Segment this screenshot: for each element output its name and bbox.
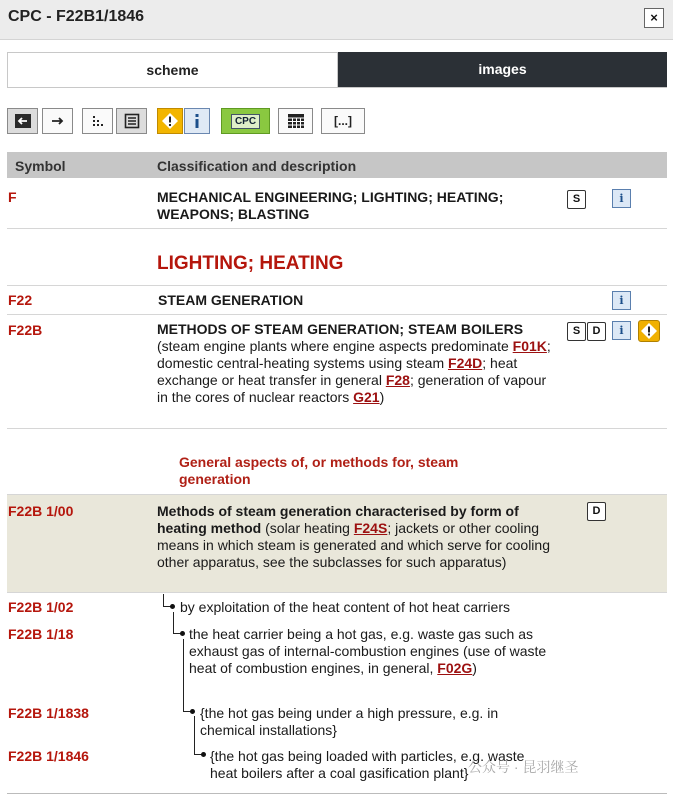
desc-f22b-1-02: by exploitation of the heat content of hot heat carriers [180,599,510,615]
back-button[interactable] [7,108,38,134]
tab-images[interactable]: images [338,52,667,87]
expand-icon [124,113,140,129]
tree-dot [170,604,175,609]
ref-link[interactable]: F24S [353,520,388,536]
table-icon [287,113,305,129]
info-icon [190,112,204,130]
expand-button[interactable] [116,108,147,134]
desc-f22b-1-1846: {the hot gas being loaded with particles, e.g. waste heat boilers after a coal gasification plant} [210,748,525,781]
d-icon[interactable]: D [587,502,606,521]
info-button[interactable] [184,108,210,134]
desc-f22b-1-18 [189,626,549,677]
symbol-column-header: Symbol [15,158,66,174]
symbol-f22b-1-1838[interactable]: F22B 1/1838 [8,705,89,721]
ref-link[interactable]: F01K [512,338,547,354]
s-icon[interactable]: S [567,190,586,209]
row-divider [7,228,667,229]
more-button[interactable] [321,108,365,134]
tree-dot [180,631,185,636]
description-column-header: Classification and description [157,158,357,174]
ref-link[interactable]: G21 [353,389,380,405]
ref-link[interactable]: F28 [385,372,410,388]
ref-link[interactable]: F24D [448,355,483,371]
warning-icon [161,112,179,130]
symbol-f22b[interactable]: F22B [8,322,43,338]
title-f22b-1-00: Methods of steam generation characterised by form of heating method [157,503,519,536]
row-divider [7,314,667,315]
desc-f22: STEAM GENERATION [158,292,304,308]
row-divider [7,285,667,286]
info-icon[interactable]: i [612,321,631,340]
more-label: [...] [334,114,352,128]
warning-button[interactable] [157,108,183,134]
text: ; heat exchange or heat transfer in general [157,355,518,388]
s-icon[interactable]: S [567,322,586,341]
tree-dot [201,752,206,757]
text: ) [379,389,385,405]
d-icon[interactable]: D [587,322,606,341]
text: ; domestic central-heating systems using steam [157,338,551,371]
text: (steam engine plants where engine aspects predominate [157,338,513,354]
warning-glyph-icon [639,321,659,341]
info-icon[interactable]: i [612,189,631,208]
desc-f22b-1-1838: {the hot gas being under a high pressure, e.g. in chemical installations} [200,705,499,738]
arrow-left-icon [14,113,32,129]
text: ) [472,660,477,676]
tree-connector [194,716,203,755]
text: (solar heating [261,520,354,536]
symbol-f22b-1-18[interactable]: F22B 1/18 [8,626,74,642]
bottom-divider [7,793,667,794]
symbol-f[interactable]: F [8,189,17,205]
symbol-f22b-1-1846[interactable]: F22B 1/1846 [8,748,89,764]
group-heading: General aspects of, or methods for, steam generation [179,454,459,487]
table-button[interactable] [278,108,313,134]
table-header [7,152,667,178]
info-icon[interactable]: i [612,291,631,310]
hierarchy-button[interactable] [82,108,113,134]
tree-connector [183,639,192,712]
section-heading: LIGHTING; HEATING [157,253,344,274]
symbol-f22b-1-02[interactable]: F22B 1/02 [8,599,74,615]
title-f22b: METHODS OF STEAM GENERATION; STEAM BOILERS [157,321,524,337]
forward-button[interactable] [42,108,73,134]
window-titlebar [0,0,673,40]
watermark: 公众号 · 昆羽继圣 [468,759,579,775]
arrow-right-icon [49,113,67,129]
warning-icon[interactable] [638,320,660,342]
desc-f: MECHANICAL ENGINEERING; LIGHTING; HEATING; WEAPONS; BLASTING [157,189,504,222]
text: ; generation of vapour in the cores of nuclear reactors [157,372,547,405]
symbol-f22b-1-00[interactable]: F22B 1/00 [8,503,74,519]
window-title: CPC - F22B1/1846 [8,8,145,25]
cpc-label: CPC [231,114,260,129]
text: ; jackets or other cooling means in which steam is generated and which serve for cooling other apparatus, see the subclasses for such apparatus) [157,520,550,570]
row-divider [7,428,667,429]
cpc-button[interactable] [221,108,270,134]
symbol-f22[interactable]: F22 [8,292,33,308]
tab-divider [7,87,667,88]
hierarchy-icon [90,114,106,128]
desc-f22b [157,321,552,406]
close-button[interactable]: × [644,8,664,28]
row-divider [7,494,667,495]
tree-dot [190,709,195,714]
text: the heat carrier being a hot gas, e.g. waste gas such as exhaust gas of internal-combustion engines (use of waste heat of combustion engines, in general, [189,626,547,676]
row-divider [7,592,667,593]
desc-f22b-1-00 [157,503,557,571]
tab-scheme[interactable]: scheme [7,52,338,87]
ref-link[interactable]: F02G [437,660,473,676]
